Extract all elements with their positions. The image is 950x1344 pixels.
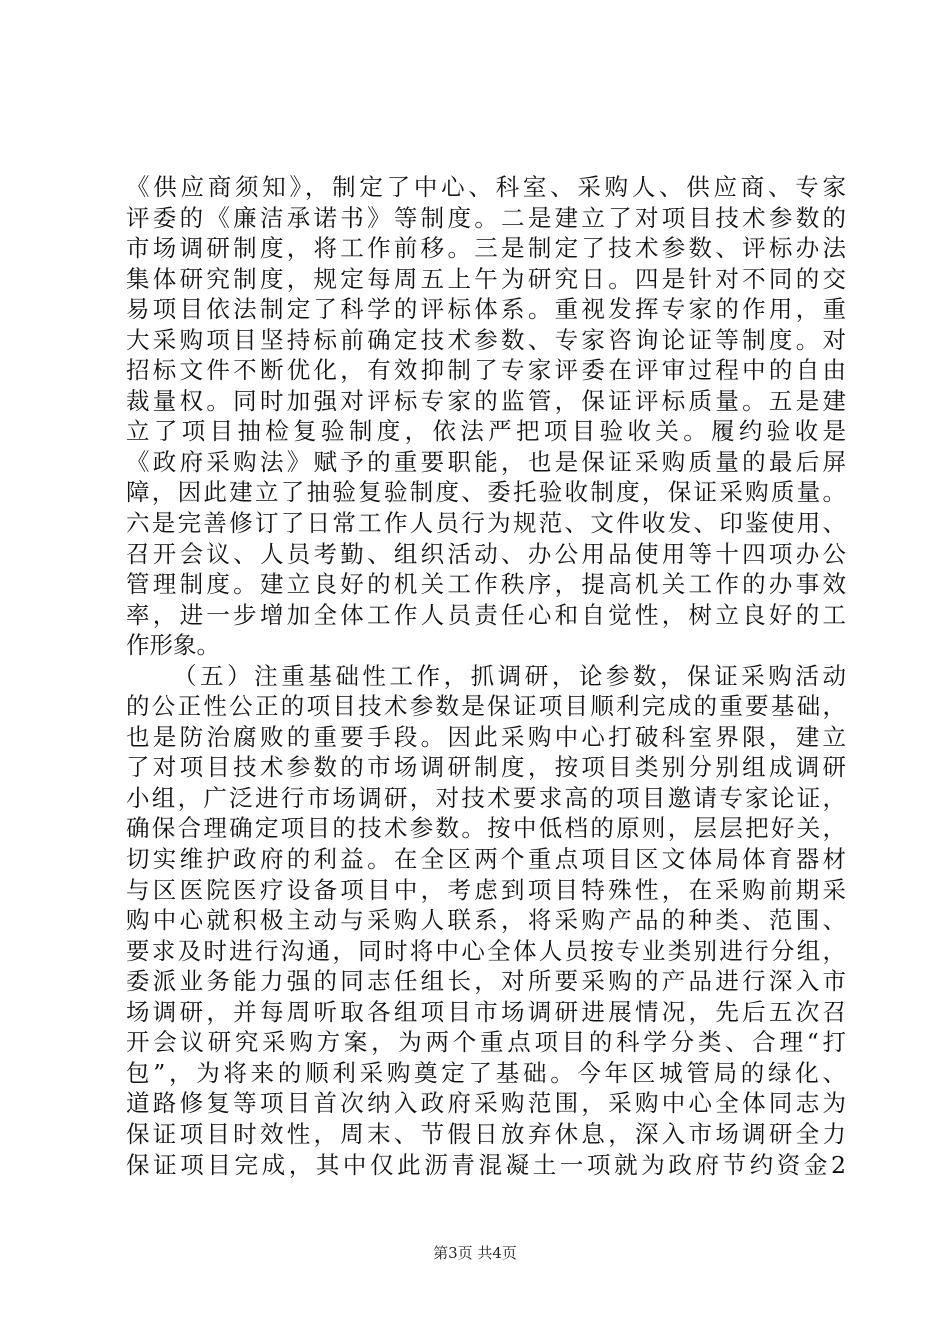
text-line: 场调研，并每周听取各组项目市场调研进展情况，先后五次召 [126,997,846,1026]
text-line: 包”，为将来的顺利采购奠定了基础。今年区城管局的绿化、 [126,1058,846,1087]
text-line: 与区医院医疗设备项目中，考虑到项目特殊性，在采购前期采 [126,875,846,904]
text-line: 切实维护政府的利益。在全区两个重点项目区文体局体育器材 [126,845,846,874]
document-body [126,172,846,1180]
text-line: 作形象。 [126,631,220,660]
text-line: 保证项目完成，其中仅此沥青混凝土一项就为政府节约资金2 [126,1150,846,1179]
text-line: 立了项目抽检复验制度，依法严把项目验收关。履约验收是 [126,417,846,446]
section-heading-line: （五）注重基础性工作，抓调研，论参数，保证采购活动 [173,661,846,690]
text-line: 集体研究制度，规定每周五上午为研究日。四是针对不同的交 [126,264,846,293]
text-line: 购中心就积极主动与采购人联系，将采购产品的种类、范围、 [126,906,846,935]
text-line: 易项目依法制定了科学的评标体系。重视发挥专家的作用，重 [126,295,846,324]
text-line: 开会议研究采购方案，为两个重点项目的科学分类、合理“打 [126,1028,846,1057]
text-line: 评委的《廉洁承诺书》等制度。二是建立了对项目技术参数的 [126,203,846,232]
text-line: 确保合理确定项目的技术参数。按中低档的原则，层层把好关， [126,814,846,843]
text-line: 保证项目时效性，周末、节假日放弃休息，深入市场调研全力 [126,1119,846,1148]
text-line: 裁量权。同时加强对评标专家的监管，保证评标质量。五是建 [126,386,846,415]
text-line: 要求及时进行沟通，同时将中心全体人员按专业类别进行分组， [126,936,846,965]
page-number-footer: 第3页 共4页 [433,1244,517,1262]
text-line: 召开会议、人员考勤、组织活动、办公用品使用等十四项办公 [126,539,846,568]
text-line: 也是防治腐败的重要手段。因此采购中心打破科室界限，建立 [126,722,846,751]
text-line: 《政府采购法》赋予的重要职能，也是保证采购质量的最后屏 [126,447,846,476]
text-line: 小组，广泛进行市场调研，对技术要求高的项目邀请专家论证， [126,783,846,812]
text-line: 委派业务能力强的同志任组长，对所要采购的产品进行深入市 [126,967,846,996]
text-line: 率，进一步增加全体工作人员责任心和自觉性，树立良好的工 [126,600,846,629]
text-line: 六是完善修订了日常工作人员行为规范、文件收发、印鉴使用、 [126,509,846,538]
text-line: 障，因此建立了抽验复验制度、委托验收制度，保证采购质量。 [126,478,846,507]
text-line: 道路修复等项目首次纳入政府采购范围，采购中心全体同志为 [126,1089,846,1118]
text-line: 管理制度。建立良好的机关工作秩序，提高机关工作的办事效 [126,570,846,599]
text-line: 的公正性公正的项目技术参数是保证项目顺利完成的重要基础， [126,692,846,721]
text-line: 了对项目技术参数的市场调研制度，按项目类别分别组成调研 [126,753,846,782]
text-line: 《供应商须知》，制定了中心、科室、采购人、供应商、专家 [126,173,846,201]
text-line: 招标文件不断优化，有效抑制了专家评委在评审过程中的自由 [126,356,846,385]
text-line: 大采购项目坚持标前确定技术参数、专家咨询论证等制度。对 [126,325,846,354]
text-line: 市场调研制度，将工作前移。三是制定了技术参数、评标办法 [126,234,846,263]
